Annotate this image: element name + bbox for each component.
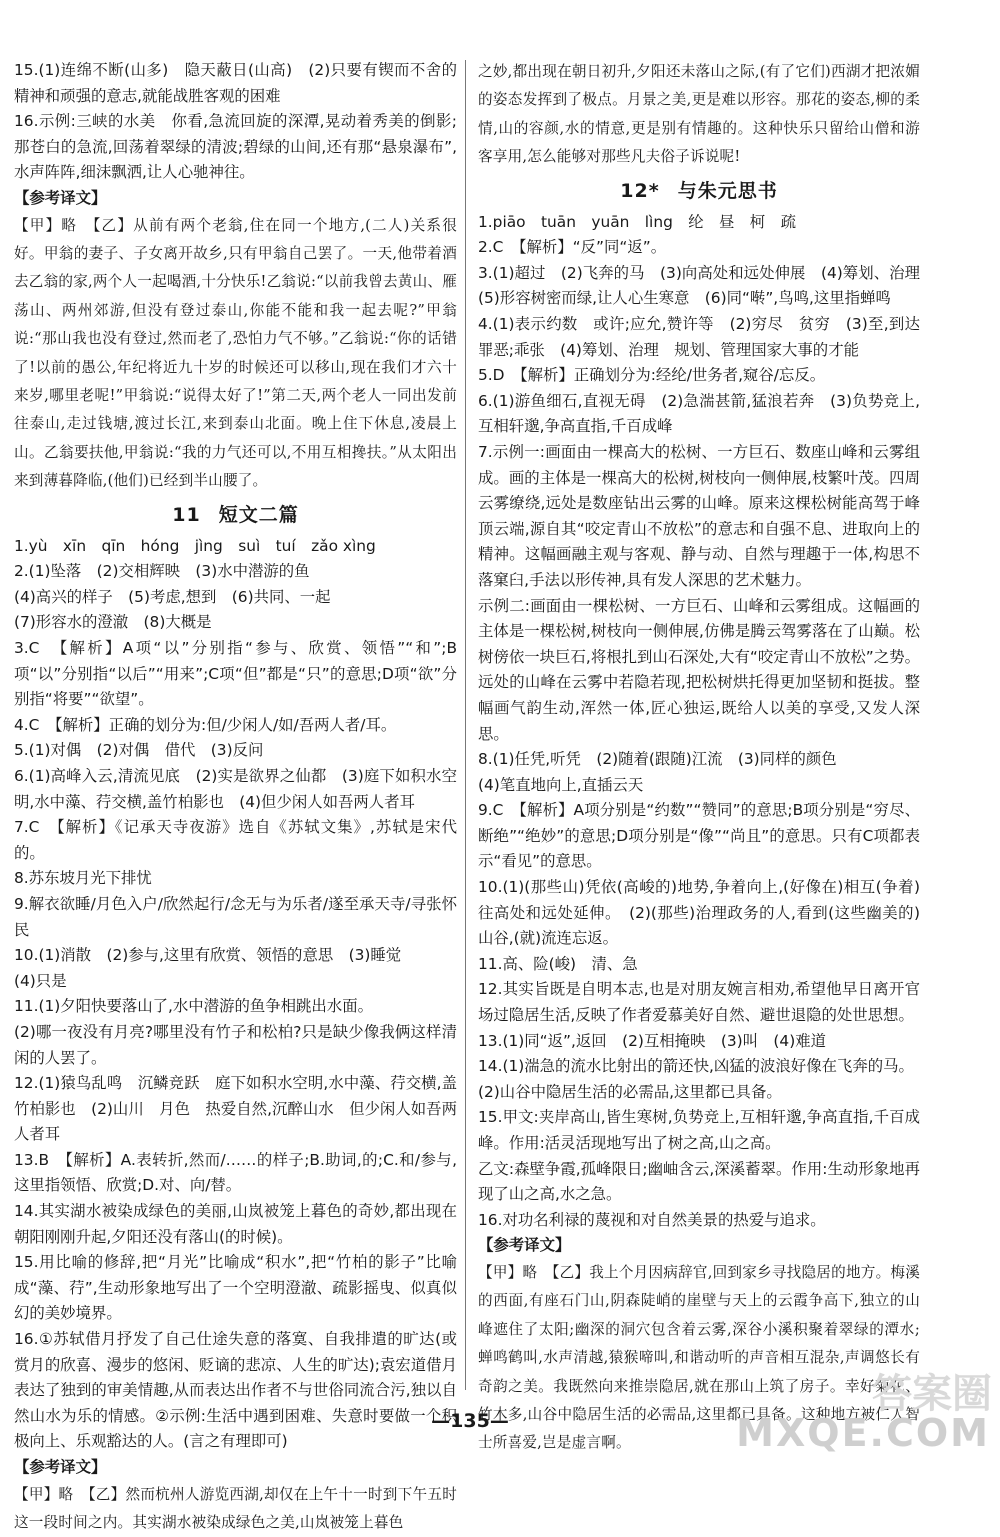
answer-item: 4.(1)表示约数 或许;应允,赞许等 (2)穷尽 贫穷 (3)至,到达 罪恶;乖张 (4)筹划、治理 规划、管理国家大事的才能	[478, 315, 936, 359]
answer-item: 13.B 【解析】A.表转折,然而/……的样子;B.助词,的;C.和/参与,这里指领悟、欣赏;D.对、向/替。	[14, 1150, 457, 1195]
answer-item: 14.(1)湍急的流水比射出的箭还快,凶猛的波浪好像在飞奔的马。	[478, 1057, 914, 1076]
answer-item: 1.yù xīn qīn hóng jìng suì tuí zǎo xìng	[14, 536, 376, 555]
answer-list	[14, 534, 457, 1455]
answer-item: 9.解衣欲睡/月色入户/欣然起行/念无与为乐者/遂至承天寺/寻张怀民	[14, 894, 457, 939]
answer-item: 16.对功名利禄的蔑视和对自然美景的热爱与追求。	[478, 1210, 826, 1229]
answer-item: 5.D 【解析】正确划分为:经纶/世务者,窥谷/忘反。	[478, 366, 826, 385]
answer-item: 6.(1)游鱼细石,直视无碍 (2)急湍甚箭,猛浪若奔 (3)负势竞上,互相轩邈,争高直指,千百成峰	[478, 391, 920, 436]
page-number: —135—	[431, 1410, 509, 1432]
reference-translation-continued: 之妙,都出现在朝日初升,夕阳还未落山之际,(有了它们)西湖才把浓媚的姿态发挥到了极点。月景之美,更是难以形容。那花的姿态,柳的柔情,山的容颜,水的情意,更是别有情趣的。这种快乐只留给山僧和游客享用,怎么能够对那些凡夫俗子诉说呢!	[478, 63, 920, 166]
answer-item: (2)山谷中隐居生活的必需品,这里都已具备。	[478, 1082, 782, 1101]
answer-item: 15.用比喻的修辞,把“月光”比喻成“积水”,把“竹柏的影子”比喻成“藻、荇”,生动形象地写出了一个空明澄澈、疏影摇曳、似真似幻的美妙境界。	[14, 1253, 457, 1323]
answer-item: 3.C 【解析】A项“以”分别指“参与、欣赏、领悟”“和”;B项“以”分别指“以后”“用来”;C项“但”都是“只”的意思;D项“欲”分别指“将要”“欲望”。	[14, 639, 457, 709]
answer-item: 示例二:画面由一棵松树、一方巨石、山峰和云雾组成。这幅画的主体是一棵松树,树枝向一侧伸展,仿佛是腾云驾雾落在了山巅。松树傍依一块巨石,将根扎到山石深处,大有“咬定青山不放松”之势。远处的山峰在云雾中若隐若现,把松树烘托得更加坚韧和挺拔。整幅画气韵生动,浑然一体,匠心独运,既给人以美的享受,又发人深思。	[478, 596, 920, 743]
answer-item: 14.其实湖水被染成绿色的美丽,山岚被笼上暮色的奇妙,都出现在朝阳刚刚升起,夕阳还没有落山(的时候)。	[14, 1202, 457, 1246]
answer-item: 8.(1)任凭,听凭 (2)随着(跟随)江流 (3)同样的颜色	[478, 750, 837, 769]
section-title: 与朱元思书	[677, 179, 778, 202]
reference-translation-label: 【参考译文】	[478, 1236, 571, 1255]
answer-item: 9.C 【解析】A项分别是“约数”“赞同”的意思;B项分别是“穷尽、断绝”“绝妙”的意思;D项分别是“像”“尚且”的意思。只有C项都表示“看见”的意思。	[478, 801, 920, 871]
answer-item: (4)笔直地向上,直插云天	[478, 775, 644, 794]
left-column	[14, 58, 457, 1537]
answer-item: 5.(1)对偶 (2)对偶 借代 (3)反问	[14, 741, 264, 760]
answer-item: 4.C 【解析】正确的划分为:但/少闲人/如/吾两人者/耳。	[14, 715, 397, 734]
answer-item: 16.①苏轼借月抒发了自己仕途失意的落寞、自我排遣的旷达(或赏月的欣喜、漫步的悠闲、贬谪的悲凉、人生的旷达);袁宏道借月表达了独到的审美情趣,从而表达出作者不与世俗同流合污,独以自然山水为乐的情感。②示例:生活中遇到困难、失意时要做一个积极向上、乐观豁达的人。(言之有理即可)	[14, 1330, 457, 1451]
answer-item: 8.苏东坡月光下排忧	[14, 869, 152, 888]
answer-item: 2.C 【解析】“反”同“返”。	[478, 238, 667, 257]
reference-translation-label: 【参考译文】	[14, 1458, 107, 1476]
answer-item: (4)高兴的样子 (5)考虑,想到 (6)共同、一起	[14, 587, 331, 606]
section-title: 短文二篇	[218, 503, 299, 526]
section-heading	[14, 502, 457, 528]
reference-translation-label: 【参考译文】	[14, 188, 107, 207]
answer-item: 2.(1)坠落 (2)交相辉映 (3)水中潜游的鱼	[14, 562, 310, 581]
answer-item: 12.(1)猿鸟乱鸣 沉鳞竞跃 庭下如积水空明,水中藻、荇交横,盖竹柏影也 (2)山川 月色 热爱自然,沉醉山水 但少闲人如吾两人者耳	[14, 1074, 457, 1144]
answer-item: (2)哪一夜没有月亮?哪里没有竹子和松柏?只是缺少像我俩这样清闲的人罢了。	[14, 1022, 457, 1067]
answer-item: 10.(1)(那些山)凭依(高峻的)地势,争着向上,(好像在)相互(争着)往高处和远处延伸。 (2)(那些)治理政务的人,看到(这些幽美的)山谷,(就)流连忘返。	[478, 878, 920, 948]
answer-item: 1.piāo tuān yuān lìng 纶 昼 柯 疏	[478, 212, 796, 231]
answer-item: 3.(1)超过 (2)飞奔的马 (3)向高处和远处伸展 (4)筹划、治理 (5)形容树密而绿,让人心生寒意 (6)同“啭”,鸟鸣,这里指蝉鸣	[478, 263, 936, 308]
answer-item: 7.C 【解析】《记承天寺夜游》选自《苏轼文集》,苏轼是宋代的。	[14, 818, 457, 862]
answer-item: (4)只是	[14, 971, 67, 990]
answer-item: 11.高、险(峻) 清、急	[478, 954, 638, 973]
answer-item: (7)形容水的澄澈 (8)大概是	[14, 613, 212, 632]
answer-item: 12.其实旨既是自明本志,也是对朋友婉言相劝,希望他早日离开官场过隐居生活,反映了作者爱慕美好自然、避世退隐的处世思想。	[478, 980, 920, 1025]
answer-item: 6.(1)高峰入云,清流见底 (2)实是欲界之仙都 (3)庭下如积水空明,水中藻、荇交横,盖竹柏影也 (4)但少闲人如吾两人者耳	[14, 766, 457, 811]
answer-item: 11.(1)夕阳快要落山了,水中潜游的鱼争相跳出水面。	[14, 997, 373, 1016]
answer-item: 7.示例一:画面由一棵高大的松树、一方巨石、数座山峰和云雾组成。画的主体是一棵高大的松树,树枝向一侧伸展,枝繁叶茂。四周云雾缭绕,远处是数座钻出云雾的山峰。原来这棵松树能高驾于峰顶云端,源自其“咬定青山不放松”的意志和自强不息、进取向上的精神。这幅画融主观与客观、静与动、自然与理趣于一体,构思不落窠臼,手法以形传神,具有发人深思的艺术魅力。	[478, 442, 920, 589]
answer-item: 10.(1)消散 (2)参与,这里有欣赏、领悟的意思 (3)睡觉	[14, 946, 402, 965]
answer-item: 15.(1)连绵不断(山多) 隐天蔽日(山高) (2)只要有锲而不舍的精神和顽强的意志,就能战胜客观的困难	[14, 61, 457, 105]
section-heading	[478, 178, 920, 204]
reference-translation: 【甲】略 【乙】然而杭州人游览西湖,却仅在上午十一时到下午五时这一段时间之内。其实湖水被染成绿色之美,山岚被笼上暮色	[14, 1485, 457, 1531]
answer-item: 15.甲文:夹岸高山,皆生寒树,负势竞上,互相轩邈,争高直指,千百成峰。作用:活灵活现地写出了树之高,山之高。	[478, 1108, 920, 1152]
reference-translation: 【甲】略 【乙】我上个月因病辞官,回到家乡寻找隐居的地方。梅溪的西面,有座石门山,阴森陡峭的崖壁与天上的云霞争高下,独立的山峰遮住了太阳;幽深的洞穴包含着云雾,深谷小溪积聚着翠绿的潭水;蝉鸣鹤叫,水声清越,猿猴啼叫,和谐动听的声音相互混杂,声调悠长有奇韵之美。我既然向来推崇隐居,就在那山上筑了房子。幸好菊花、竹木多,山谷中隐居生活的必需品,这里都已具备。这种地方被仁人智士所喜爱,岂是虚言啊。	[478, 1263, 920, 1452]
answer-list	[478, 210, 936, 1234]
answer-item: 16.示例:三峡的水美 你看,急流回旋的深潭,晃动着秀美的倒影;那苍白的急流,回荡着翠绿的清波;碧绿的山间,还有那“悬泉瀑布”,水声阵阵,细沫飘洒,让人心驰神往。	[14, 112, 457, 182]
answer-item: 13.(1)同“返”,返回 (2)互相掩映 (3)叫 (4)难道	[478, 1031, 826, 1050]
section-number: 12*	[620, 179, 660, 202]
watermark-logo: 答案圈	[872, 1371, 992, 1417]
answer-item: 乙文:森壁争霞,孤峰限日;幽岫含云,深溪蓄翠。作用:生动形象地再现了山之高,水之急。	[478, 1159, 920, 1204]
reference-translation: 【甲】略 【乙】从前有两个老翁,住在同一个地方,(二人)关系很好。甲翁的妻子、子女离开故乡,只有甲翁自己罢了。一天,他带着酒去乙翁的家,两个人一起喝酒,十分快乐!乙翁说:“以前我曾去黄山、雁荡山、两州郊游,但没有登过泰山,你能不能和我一起去呢?”甲翁说:“那山我也没有登过,然而老了,恐怕力气不够。”乙翁说:“你的话错了!以前的愚公,年纪将近九十岁的时候还可以移山,现在我们才六十来岁,哪里老呢!”甲翁说:“说得太好了!”第二天,两个老人一同出发前往泰山,走过钱塘,渡过长江,来到泰山北面。晚上住下休息,凌晨上山。乙翁要扶他,甲翁说:“我的力气还可以,不用互相搀扶。”从太阳出来到薄暮降临,(他们)已经到半山腰了。	[14, 216, 457, 490]
watermark-url: MXQE.COM	[736, 1411, 990, 1455]
section-number: 11	[172, 503, 201, 526]
column-divider	[465, 60, 466, 1390]
